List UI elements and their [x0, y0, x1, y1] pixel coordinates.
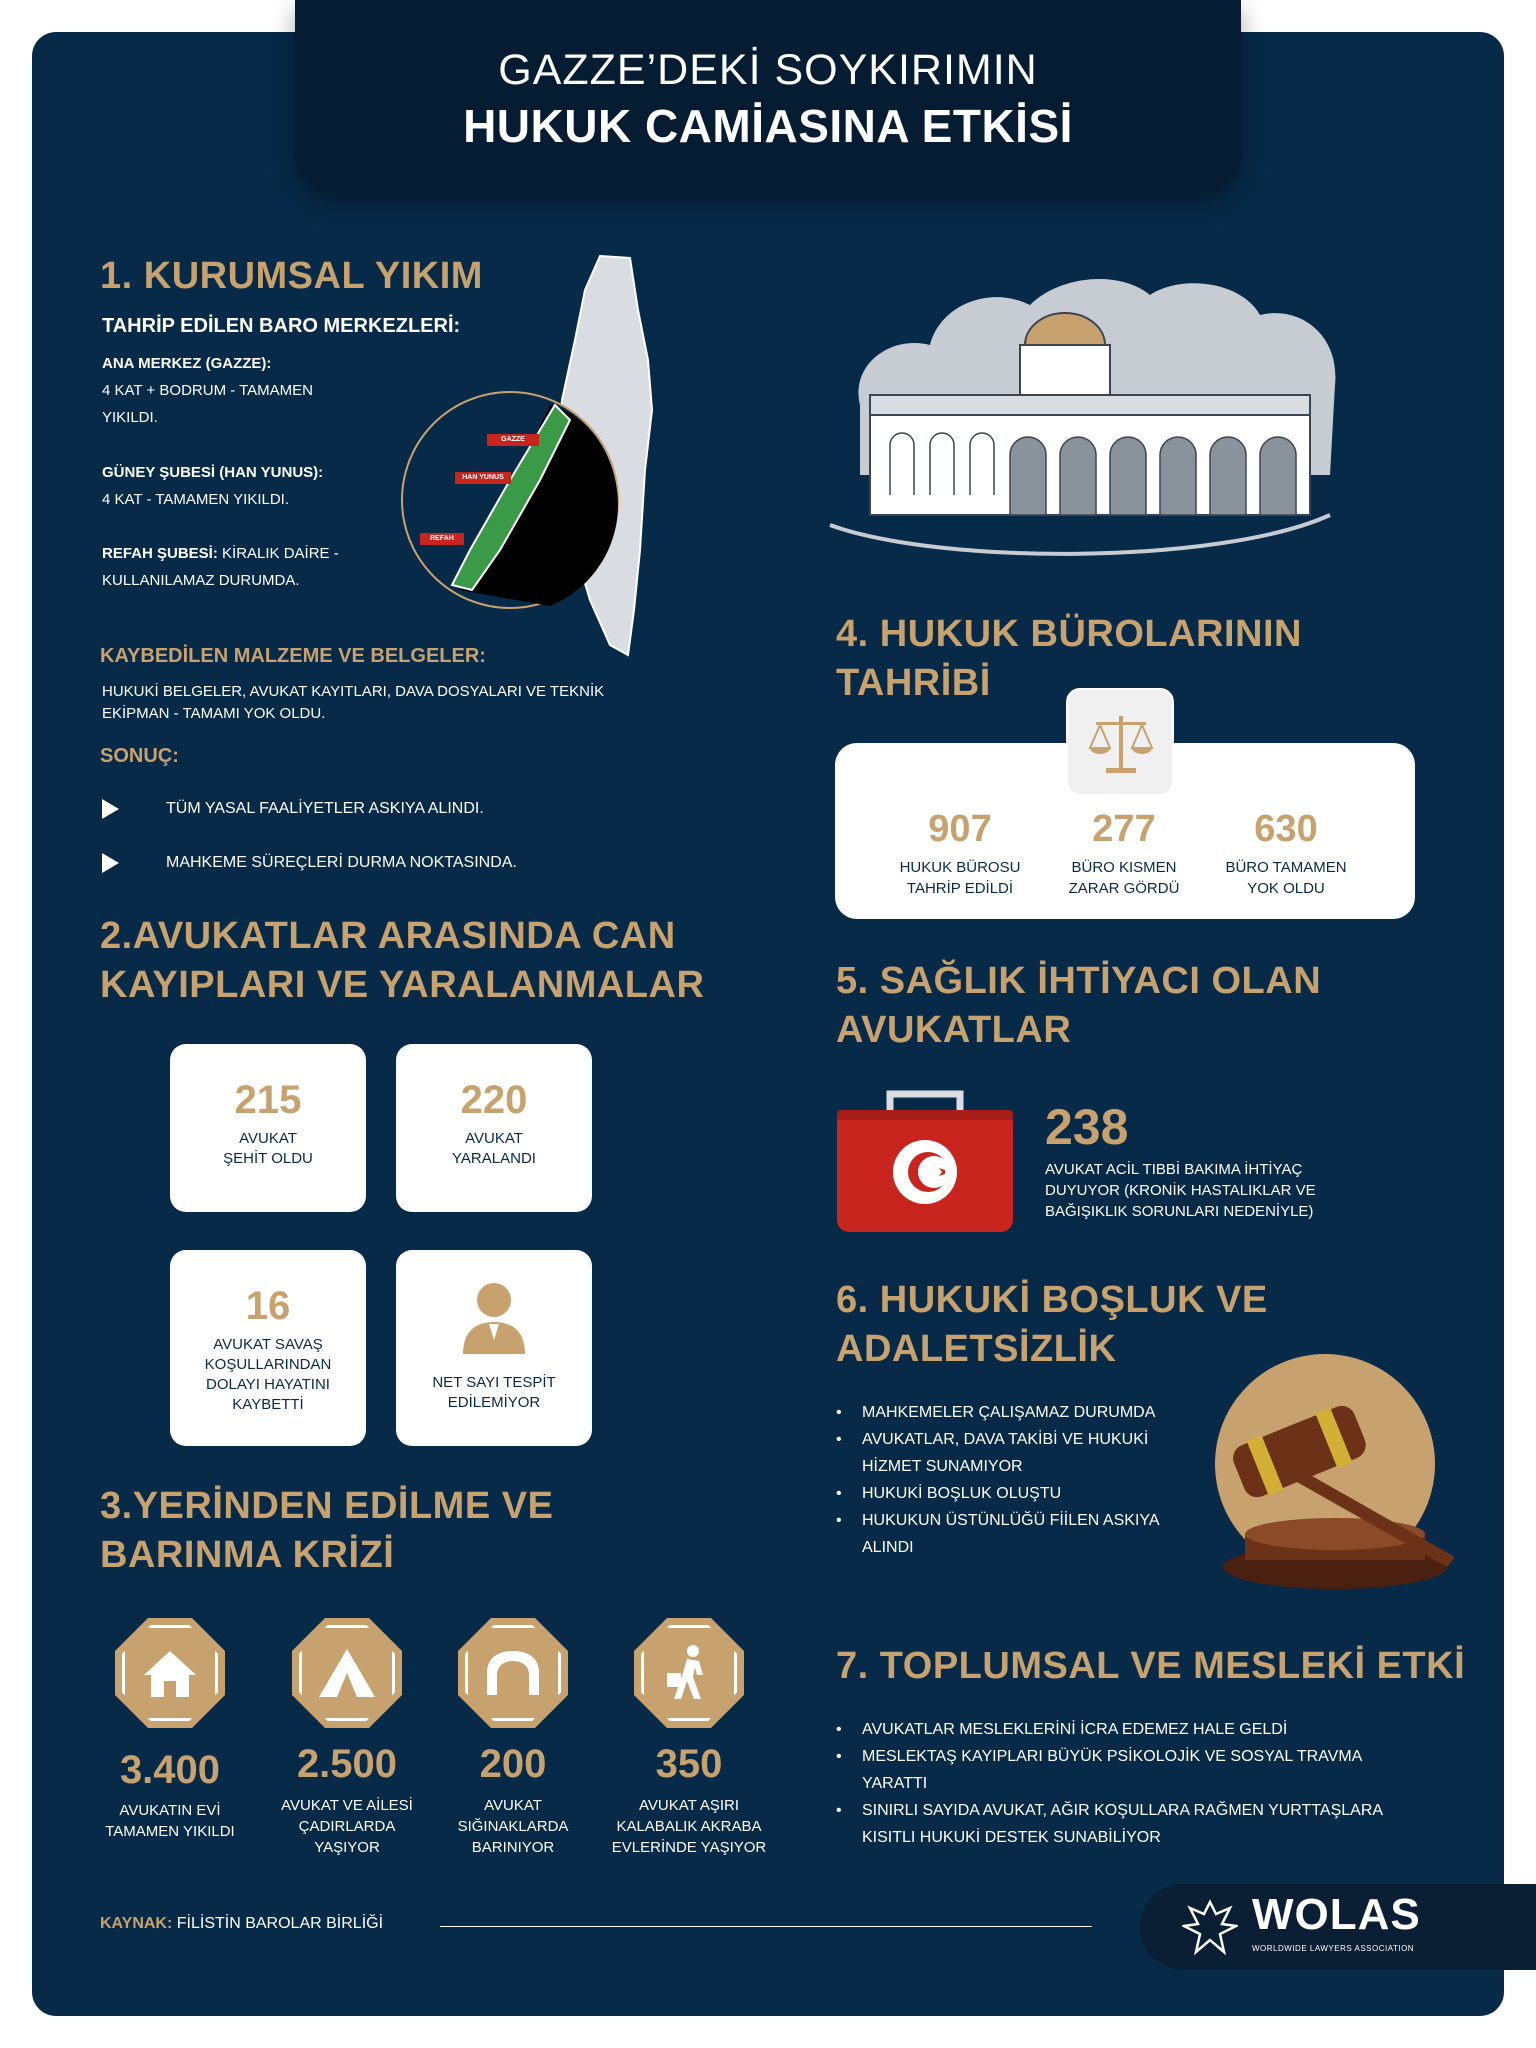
- refah-sube-label: REFAH ŞUBESİ:: [102, 545, 218, 562]
- shelter-icon: [458, 1618, 568, 1728]
- result-title: SONUÇ:: [100, 745, 179, 767]
- section3-title-line1: 3.YERİNDEN EDİLME VE: [100, 1485, 554, 1527]
- casualty-label-line2: YARALANDI: [452, 1150, 536, 1167]
- section6-bullet: • AVUKATLAR, DAVA TAKİBİ VE HUKUKİ HİZMET SUNAMIYOR: [836, 1426, 1196, 1480]
- scales-of-justice-icon: [1066, 688, 1174, 796]
- casualty-card-unknown: [396, 1250, 592, 1446]
- displacement-label: AVUKATIN EVİ TAMAMEN YIKILDI: [105, 1802, 235, 1840]
- health-need-label1: AVUKAT ACİL TIBBİ BAKIMA İHTİYAÇ: [1045, 1161, 1303, 1178]
- al-aqsa-mosque-illustration: [820, 255, 1355, 565]
- logo-wordmark: WOLAS: [1252, 1890, 1421, 1939]
- result-item-2: MAHKEME SÜREÇLERİ DURMA NOKTASINDA.: [166, 854, 517, 871]
- section4-title-line2: TAHRİBİ: [836, 662, 991, 704]
- walking-person-icon: [634, 1618, 744, 1728]
- section2-title-line1: 2.AVUKATLAR ARASINDA CAN: [100, 915, 676, 957]
- section6-title-line2: ADALETSİZLİK: [836, 1328, 1117, 1370]
- header-title-line2: HUKUK CAMİASINA ETKİSİ: [463, 100, 1073, 152]
- casualty-card-war-deaths: [170, 1250, 366, 1446]
- lost-materials-text2: EKİPMAN - TAMAMI YOK OLDU.: [102, 705, 326, 722]
- section6-bullet-list: [836, 1399, 1196, 1561]
- health-need-label2: DUYUYOR (KRONİK HASTALIKLAR VE: [1045, 1182, 1316, 1199]
- section7-title: 7. TOPLUMSAL VE MESLEKİ ETKİ: [836, 1645, 1466, 1687]
- casualty-number: 220: [460, 1078, 528, 1122]
- casualty-number: 215: [234, 1078, 302, 1122]
- eagle-emblem-icon: [1182, 1898, 1238, 1958]
- casualty-label-line3: DOLAYI HAYATINI: [206, 1376, 330, 1393]
- section7-bullet: • MESLEKTAŞ KAYIPLARI BÜYÜK PSİKOLOJİK VE SOSYAL TRAVMA YARATTI: [836, 1743, 1416, 1797]
- office-stat-label: BÜRO KISMEN ZARAR GÖRDÜ: [1068, 859, 1180, 897]
- map-label-refah: REFAH: [420, 533, 464, 545]
- source-text: FİLİSTİN BAROLAR BİRLİĞİ: [172, 1915, 384, 1932]
- section6-bullet: • HUKUKUN ÜSTÜNLÜĞÜ FİİLEN ASKIYA ALINDI: [836, 1507, 1196, 1561]
- section2-title-line2: KAYIPLARI VE YARALANMALAR: [100, 964, 705, 1006]
- displacement-number: 200: [479, 1742, 547, 1786]
- source-label: KAYNAK:: [100, 1915, 173, 1932]
- displacement-label: AVUKAT SIĞINAKLARDA BARINIYOR: [457, 1797, 569, 1856]
- triangle-bullet-icon: [102, 799, 119, 819]
- logo-tagline: WORLDWIDE LAWYERS ASSOCIATION: [1252, 1944, 1415, 1953]
- casualty-number: 16: [245, 1284, 291, 1328]
- displacement-number: 350: [655, 1742, 723, 1786]
- section5-title-line1: 5. SAĞLIK İHTİYACI OLAN: [836, 960, 1322, 1002]
- displacement-label: AVUKAT AŞIRI KALABALIK AKRABA EVLERİNDE YAŞIYOR: [611, 1797, 767, 1856]
- office-stat-number: 907: [928, 808, 992, 850]
- office-stat-number: 277: [1092, 808, 1156, 850]
- source-line: [100, 1915, 383, 1933]
- map-label-han-yunus: HAN YUNUS: [455, 472, 511, 484]
- casualty-label-line4: KAYBETTİ: [232, 1396, 304, 1413]
- casualty-label-line1: NET SAYI TESPİT: [432, 1374, 556, 1391]
- section3-title-line2: BARINMA KRİZİ: [100, 1534, 395, 1576]
- source-divider: [440, 1926, 1092, 1927]
- section7-bullet: • AVUKATLAR MESLEKLERİNİ İCRA EDEMEZ HALE GELDİ: [836, 1716, 1416, 1743]
- displacement-number: 3.400: [119, 1748, 221, 1792]
- health-need-number: 238: [1045, 1099, 1129, 1155]
- result-item-1: TÜM YASAL FAALİYETLER ASKIYA ALINDI.: [166, 800, 484, 817]
- office-stat-label: BÜRO TAMAMEN YOK OLDU: [1225, 859, 1347, 897]
- ana-merkez-label: ANA MERKEZ (GAZZE):: [102, 355, 272, 372]
- section7-bullet-list: [836, 1716, 1416, 1851]
- casualty-card-injured: [396, 1044, 592, 1212]
- first-aid-kit-icon: [835, 1088, 1015, 1234]
- casualty-label-line1: AVUKAT: [465, 1130, 523, 1147]
- refah-sube-text1: KİRALIK DAİRE -: [217, 545, 339, 562]
- ana-merkez-text1: 4 KAT + BODRUM - TAMAMEN: [102, 382, 314, 399]
- triangle-bullet-icon: [102, 853, 119, 873]
- person-silhouette-icon: [459, 1280, 529, 1354]
- casualty-card-martyrs: [170, 1044, 366, 1212]
- casualty-label-line1: AVUKAT SAVAŞ: [213, 1336, 323, 1353]
- displacement-number: 2.500: [296, 1742, 398, 1786]
- refah-sube: [102, 540, 339, 567]
- section6-title-line1: 6. HUKUKİ BOŞLUK VE: [836, 1279, 1268, 1321]
- section1-title: 1. KURUMSAL YIKIM: [100, 255, 483, 297]
- section7-bullet: • SINIRLI SAYIDA AVUKAT, AĞIR KOŞULLARA RAĞMEN YURTTAŞLARA KISITLI HUKUKİ DESTEK SUNABİLİYOR: [836, 1797, 1416, 1851]
- refah-sube-text2: KULLANILAMAZ DURUMDA.: [102, 572, 300, 589]
- lost-materials-title: KAYBEDİLEN MALZEME VE BELGELER:: [100, 645, 486, 667]
- house-icon: [115, 1618, 225, 1728]
- casualty-label-line2: ŞEHİT OLDU: [223, 1150, 313, 1167]
- casualty-label-line1: AVUKAT: [239, 1130, 297, 1147]
- tent-icon: [292, 1618, 402, 1728]
- health-need-label3: BAĞIŞIKLIK SORUNLARI NEDENİYLE): [1045, 1203, 1314, 1220]
- office-stat-label: HUKUK BÜROSU TAHRİP EDİLDİ: [899, 859, 1021, 897]
- guney-sube-text: 4 KAT - TAMAMEN YIKILDI.: [102, 491, 289, 508]
- header-title-line1: GAZZE’DEKİ SOYKIRIMIN: [498, 46, 1038, 94]
- gaza-map-illustration: [390, 250, 690, 660]
- map-label-gazze: GAZZE: [487, 434, 539, 446]
- displacement-label: AVUKAT VE AİLESİ ÇADIRLARDA YAŞIYOR: [281, 1797, 413, 1856]
- guney-sube-label: GÜNEY ŞUBESİ (HAN YUNUS):: [102, 464, 324, 481]
- section1-subtitle: TAHRİP EDİLEN BARO MERKEZLERİ:: [102, 315, 461, 337]
- office-stat-number: 630: [1254, 808, 1318, 850]
- section4-title-line1: 4. HUKUK BÜROLARININ: [836, 613, 1302, 655]
- section6-bullet: • MAHKEMELER ÇALIŞAMAZ DURUMDA: [836, 1399, 1196, 1426]
- section5-title-line2: AVUKATLAR: [836, 1009, 1072, 1051]
- casualty-label-line2: EDİLEMİYOR: [447, 1394, 541, 1411]
- lost-materials-text1: HUKUKİ BELGELER, AVUKAT KAYITLARI, DAVA DOSYALARI VE TEKNİK: [102, 683, 605, 700]
- gavel-illustration: [1185, 1352, 1465, 1602]
- casualty-label-line2: KOŞULLARINDAN: [204, 1356, 332, 1373]
- wolas-logo: [1140, 1884, 1536, 1970]
- ana-merkez-text2: YIKILDI.: [102, 409, 158, 426]
- section6-bullet: • HUKUKİ BOŞLUK OLUŞTU: [836, 1480, 1196, 1507]
- header-banner: [295, 0, 1241, 192]
